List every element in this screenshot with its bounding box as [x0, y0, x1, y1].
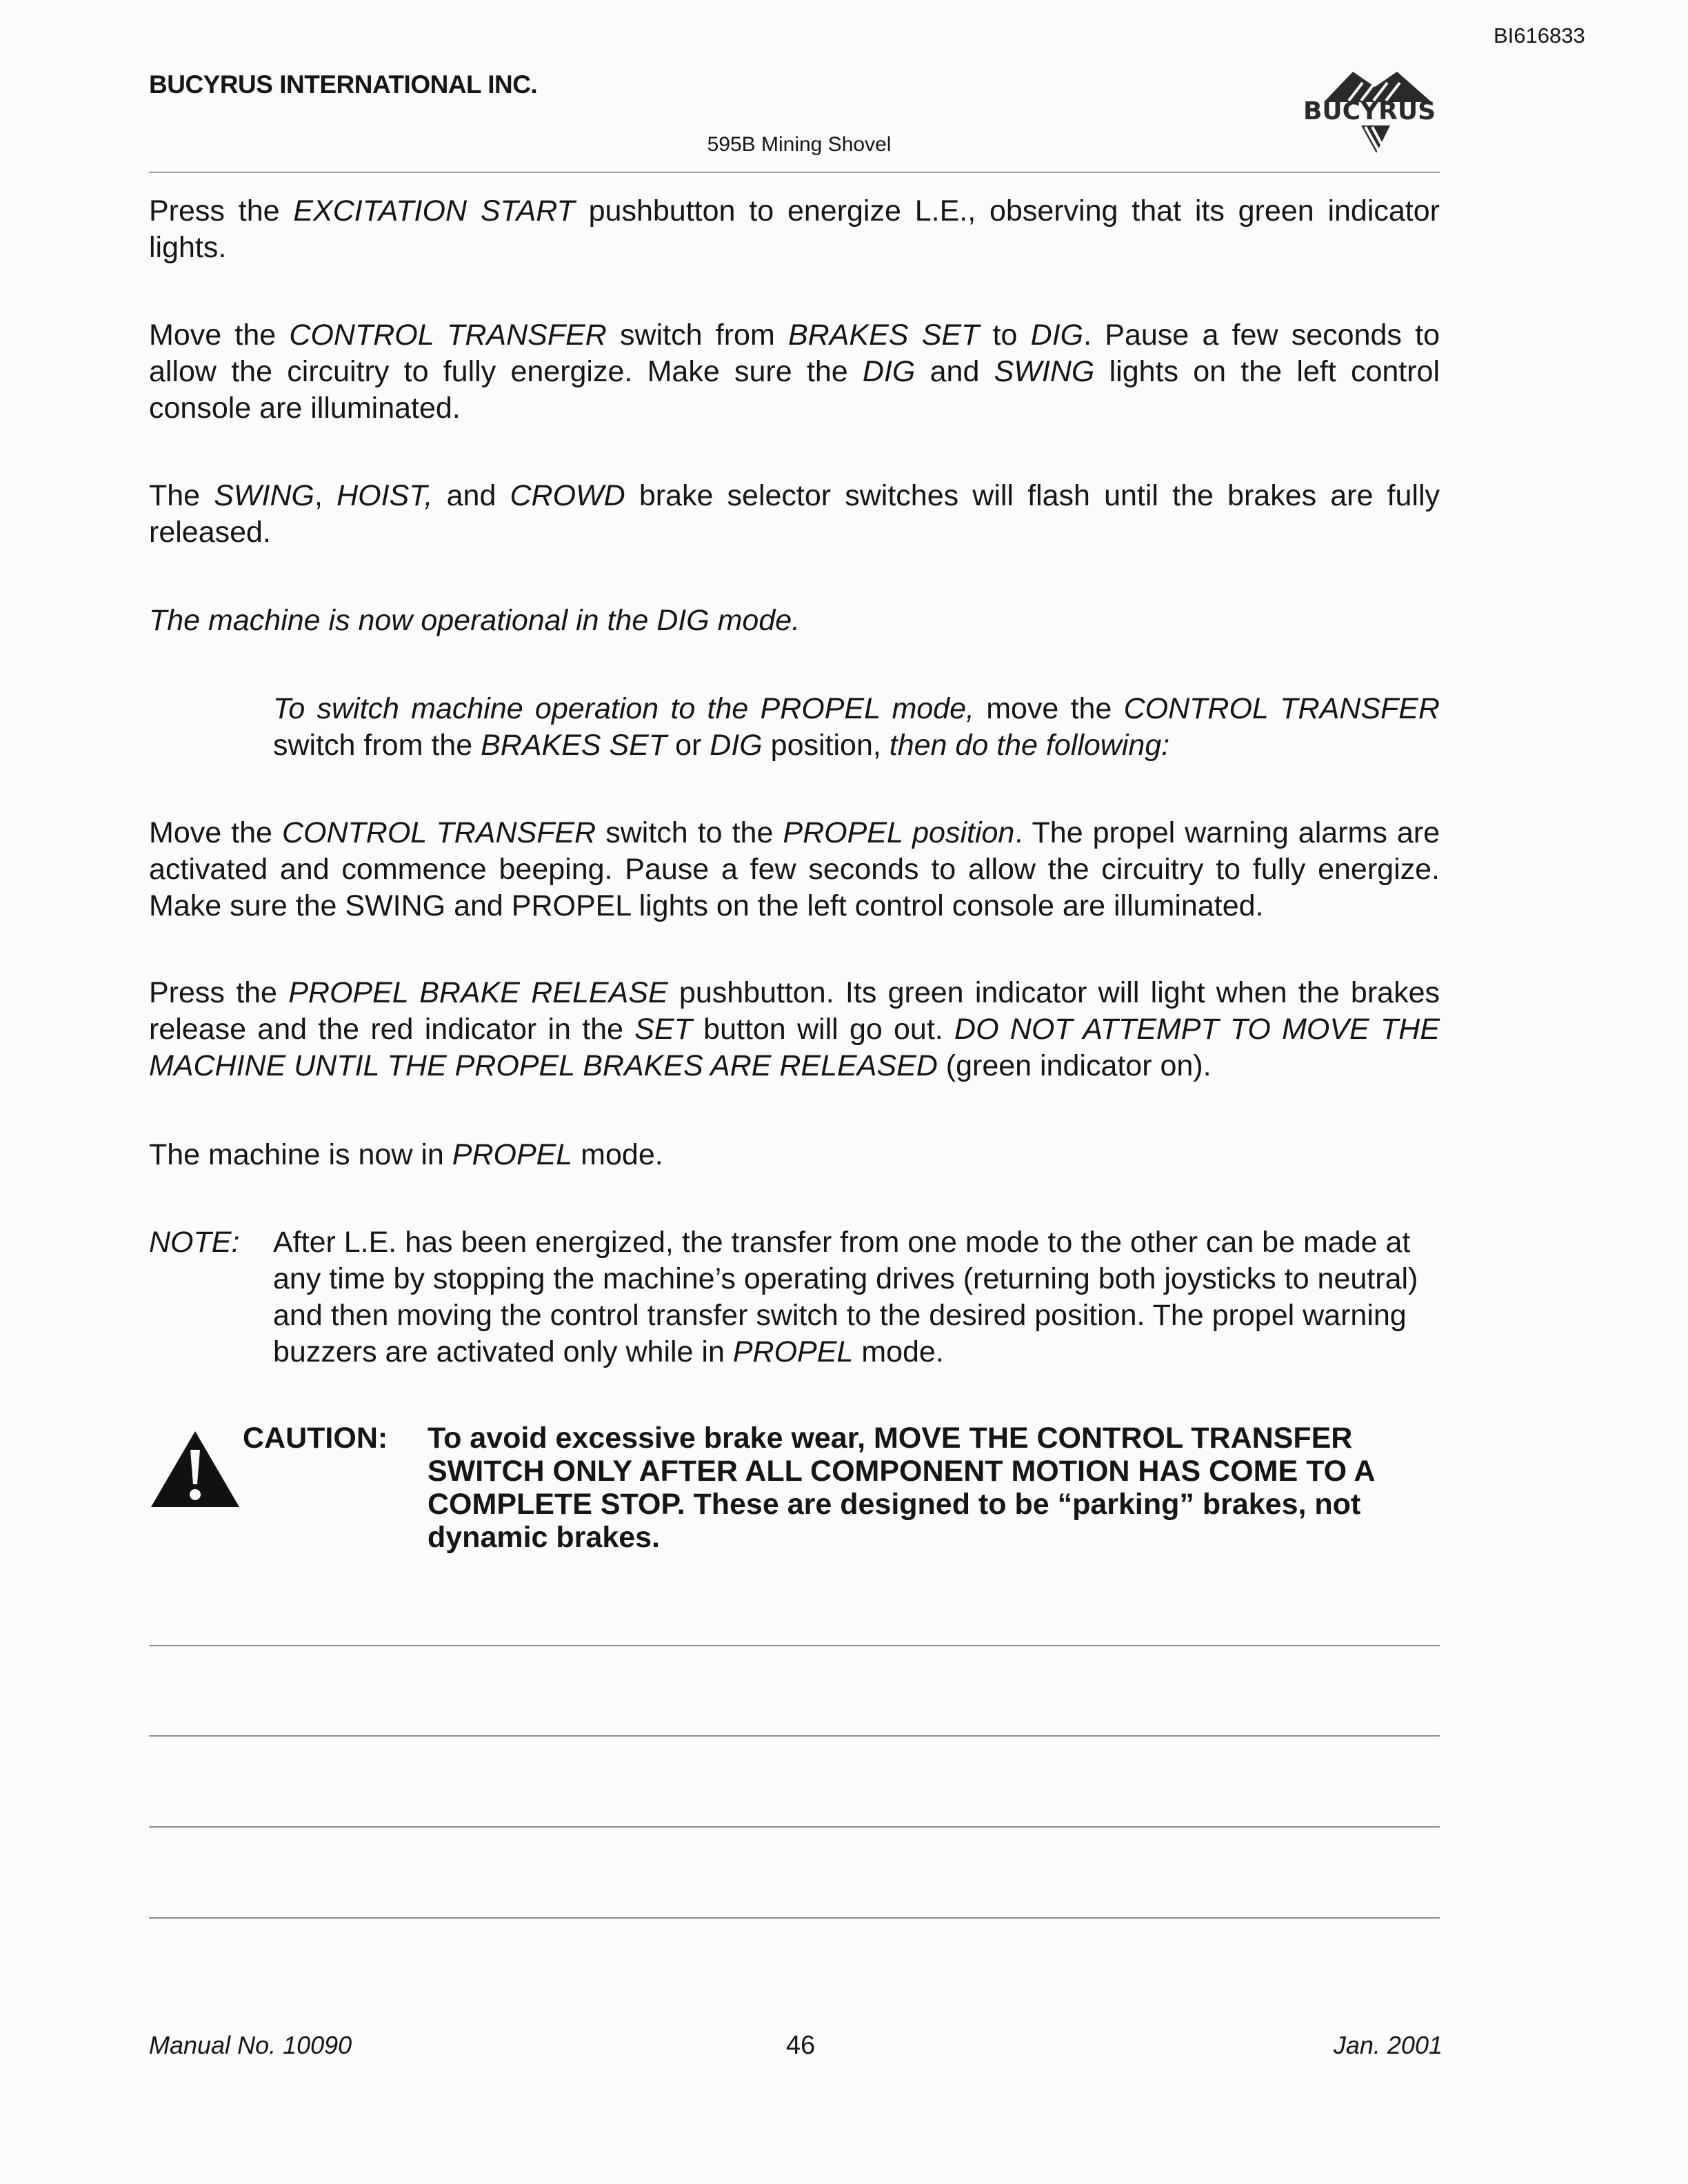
footer-manual-number: Manual No. 10090	[149, 2031, 352, 2059]
bucyrus-logo	[1294, 68, 1445, 157]
paragraph-excitation-start: Press the EXCITATION START pushbutton to energize L.E., observing that its green indicator lights.	[149, 194, 1440, 264]
note-text: After L.E. has been energized, the transfer from one mode to the other can be made at any time by stopping the machine’s operating drives (returning both joysticks to neutral) and then moving the control transfer switch to the desired position. The propel warning buzzers are activated only while in PROPEL mode.	[273, 1226, 1418, 1368]
document-subtitle: 595B Mining Shovel	[707, 133, 892, 156]
note-label: NOTE:	[149, 1226, 240, 1259]
paragraph-brake-selectors: The SWING, HOIST, and CROWD brake selector switches will flash until the brakes are fully released.	[149, 479, 1440, 549]
footer-date: Jan. 2001	[1333, 2031, 1443, 2059]
blank-line-1	[149, 1645, 1440, 1646]
blank-line-3	[149, 1826, 1440, 1828]
paragraph-propel-mode: The machine is now in PROPEL mode.	[149, 1138, 663, 1171]
blank-line-2	[149, 1735, 1440, 1737]
blank-line-4	[149, 1917, 1440, 1919]
document-id: BI616833	[1494, 23, 1585, 48]
paragraph-control-transfer-dig: Move the CONTROL TRANSFER switch from BRAKES SET to DIG. Pause a few seconds to allow the circuitry to fully energize. Make sure the DIG and SWING lights on the left control console are illuminated.	[149, 318, 1440, 425]
caution-label: CAUTION:	[243, 1422, 388, 1455]
page-number: 46	[785, 2031, 816, 2060]
paragraph-switch-to-propel: To switch machine operation to the PROPEL mode, move the CONTROL TRANSFER switch from the BRAKES SET or DIG position, then do the following:	[273, 692, 1440, 762]
caution-text: To avoid excessive brake wear, MOVE THE CONTROL TRANSFER SWITCH ONLY AFTER ALL COMPONENT MOTION HAS COME TO A COMPLETE STOP. These are designed to be “parking” brakes, not dynamic brakes.	[428, 1422, 1374, 1554]
warning-triangle-icon	[149, 1429, 241, 1509]
logo-text: BUCYRUS	[1303, 97, 1436, 125]
paragraph-dig-mode: The machine is now operational in the DIG mode.	[149, 604, 801, 637]
paragraph-propel-brake-release: Press the PROPEL BRAKE RELEASE pushbutton. Its green indicator will light when the brakes release and the red indicator in the SET button will go out. DO NOT ATTEMPT TO MOVE THE MACHINE UNTIL THE PROPEL BRAKES ARE RELEASED (green indicator on).	[149, 976, 1440, 1082]
paragraph-propel-position: Move the CONTROL TRANSFER switch to the PROPEL position. The propel warning alarms are activated and commence beeping. Pause a few seconds to allow the circuitry to fully energize. Make sure the SWING and PROPEL lights on the left control console are illuminated.	[149, 816, 1440, 922]
header-rule	[149, 172, 1440, 173]
company-name: BUCYRUS INTERNATIONAL INC.	[149, 70, 538, 99]
